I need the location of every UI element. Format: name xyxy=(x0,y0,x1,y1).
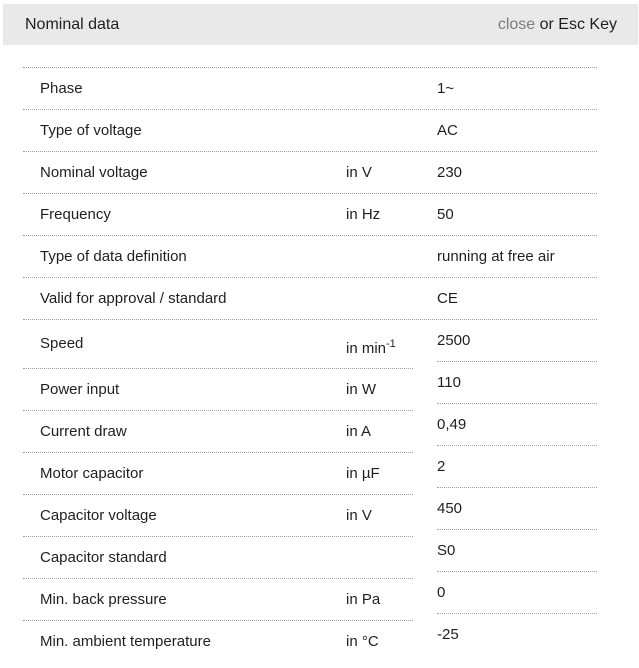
row-value: S0 xyxy=(437,530,597,572)
row-unit: in Pa xyxy=(346,591,381,608)
table-row xyxy=(23,495,413,537)
row-label: Capacitor voltage xyxy=(40,507,157,524)
row-label: Phase xyxy=(40,80,83,97)
row-value: 0 xyxy=(437,572,597,614)
row-value: 1~ xyxy=(437,80,455,97)
row-unit: in °C xyxy=(346,633,379,650)
row-unit: in $\min^{-1}$ xyxy=(346,338,396,357)
table-row xyxy=(23,278,597,320)
row-label: Power input xyxy=(40,381,120,398)
esc-key-hint: or Esc Key xyxy=(535,15,617,33)
row-label: Nominal voltage xyxy=(40,164,148,181)
table-row xyxy=(23,411,413,453)
table-row xyxy=(23,453,413,495)
row-label: Capacitor standard xyxy=(40,549,167,566)
row-label: Min. back pressure xyxy=(40,591,167,608)
nominal-data-table xyxy=(23,67,597,662)
row-unit: in V xyxy=(346,507,372,524)
row-value: 50 xyxy=(437,206,454,223)
row-value: 2500 xyxy=(437,320,597,362)
table-row xyxy=(23,68,597,110)
row-unit: in A xyxy=(346,423,372,440)
table-row xyxy=(23,236,597,278)
row-label: Speed xyxy=(40,335,84,352)
page-title: Nominal data xyxy=(25,15,120,33)
row-label: Valid for approval / standard xyxy=(40,290,227,307)
row-value: 110 xyxy=(437,362,597,404)
unit-superscript: -1 xyxy=(386,338,396,350)
table-row xyxy=(23,152,597,194)
table-row xyxy=(23,579,413,621)
table-row xyxy=(23,537,413,579)
row-value: 0,49 xyxy=(437,404,597,446)
row-unit: in W xyxy=(346,381,376,398)
row-label: Type of data definition xyxy=(40,248,187,265)
row-value: running at free air xyxy=(437,248,555,265)
row-label: Min. ambient temperature xyxy=(40,633,211,650)
close-hint xyxy=(498,16,617,34)
modal-header xyxy=(3,4,638,45)
row-unit: in V xyxy=(346,164,372,181)
row-label: Motor capacitor xyxy=(40,465,144,482)
row-value: 2 xyxy=(437,446,597,488)
row-value: AC xyxy=(437,122,458,139)
table-row xyxy=(23,110,597,152)
row-label: Type of voltage xyxy=(40,122,142,139)
close-button[interactable]: close xyxy=(497,15,536,33)
row-unit: in µF xyxy=(346,465,380,482)
row-unit: in Hz xyxy=(346,206,381,223)
value-column xyxy=(437,320,597,662)
table-row xyxy=(23,194,597,236)
row-value: 450 xyxy=(437,488,597,530)
row-value: -25 xyxy=(437,626,459,643)
column-gap xyxy=(413,320,437,662)
table-row xyxy=(23,621,413,662)
row-label: Frequency xyxy=(40,206,111,223)
table-split-section xyxy=(23,320,597,662)
row-value: 230 xyxy=(437,164,463,181)
table-row xyxy=(23,320,413,369)
row-label: Current draw xyxy=(40,423,127,440)
row-value: CE xyxy=(437,290,458,307)
label-column xyxy=(23,320,413,662)
table-row xyxy=(23,369,413,411)
